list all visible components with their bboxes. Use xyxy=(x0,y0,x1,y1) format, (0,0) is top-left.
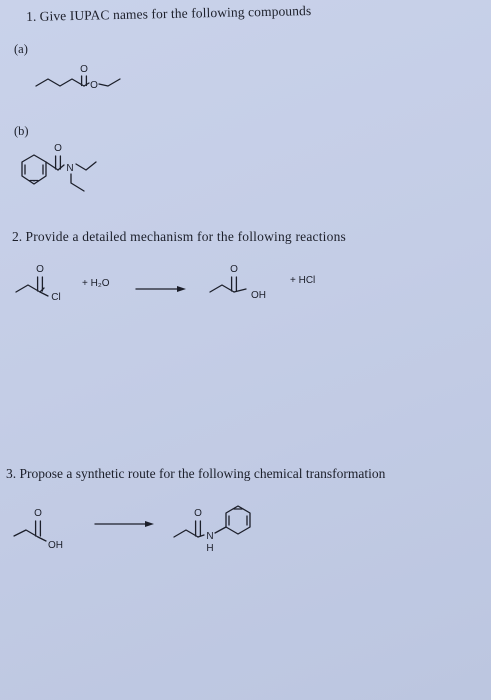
reaction-3-product-oxygen: O xyxy=(194,508,202,519)
structure-1a-ester-oxygen: O xyxy=(90,80,98,91)
reaction-3-product-hydrogen: H xyxy=(206,543,214,554)
question-3-text: Propose a synthetic route for the following chemical transformation xyxy=(19,466,386,481)
reaction-2-reactant-chlorine: Cl xyxy=(51,292,61,303)
reaction-2-plus-hcl: + HCl xyxy=(290,275,316,286)
question-2-text: Provide a detailed mechanism for the following reactions xyxy=(25,229,346,244)
reaction-2-reactant-oxygen: O xyxy=(36,264,44,275)
reaction-3-reactant-oxygen: O xyxy=(34,508,42,519)
question-1-number: 1. xyxy=(26,8,37,24)
reaction-2-product-oxygen: O xyxy=(230,264,238,275)
structure-1b-carbonyl-oxygen: O xyxy=(54,143,62,154)
question-1-part-a-label: (a) xyxy=(14,42,28,56)
reaction-3-reactant-bonds xyxy=(14,521,46,541)
reaction-3-reactant-hydroxyl: OH xyxy=(48,540,63,551)
question-1-text: Give IUPAC names for the following compounds xyxy=(39,3,312,24)
reaction-3-product-nitrogen: N xyxy=(206,531,214,542)
structure-1a-carbonyl-oxygen: O xyxy=(80,64,88,75)
reaction-2-plus-water: + H₂O xyxy=(82,278,110,289)
question-2-number: 2. xyxy=(12,229,23,244)
reaction-2-product-hydroxyl: OH xyxy=(251,290,266,301)
structure-1b-nitrogen: N xyxy=(66,163,74,174)
question-3-number: 3. xyxy=(6,466,17,481)
reaction-3-arrow xyxy=(95,521,154,527)
question-1-part-b-label: (b) xyxy=(14,124,29,138)
